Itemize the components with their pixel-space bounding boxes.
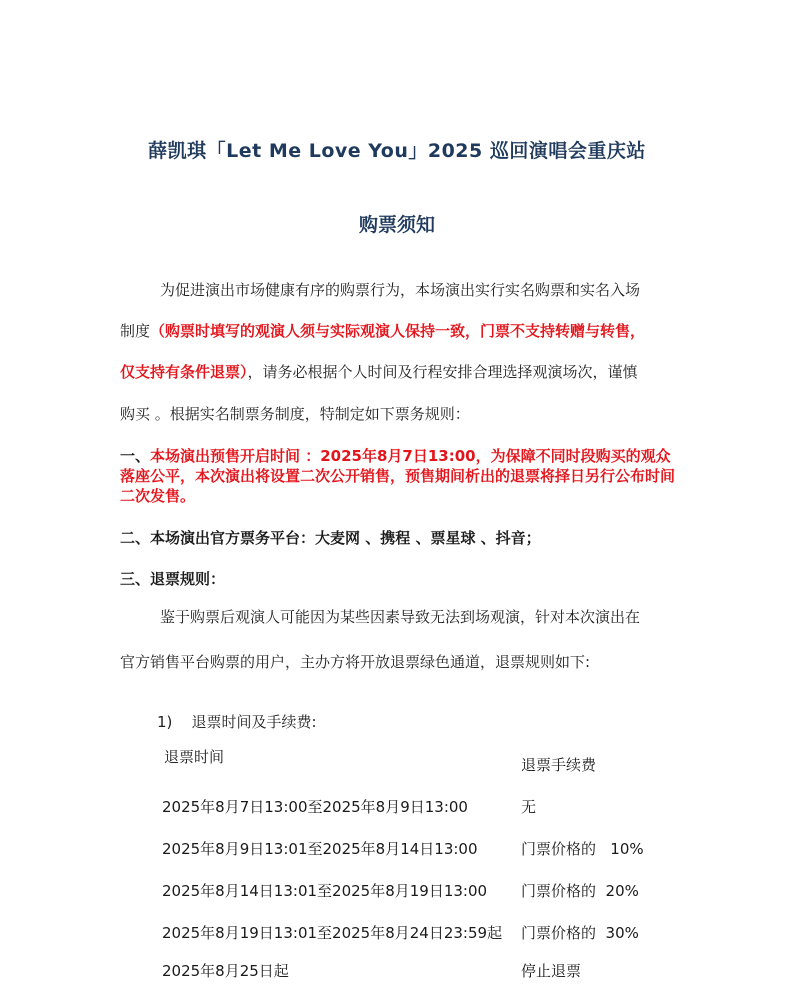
refund-row-2-fee: 门票价格的 10% bbox=[521, 840, 644, 858]
refund-row-4-time: 2025年8月19日13:01至2025年8月24日23:59起 bbox=[162, 924, 503, 942]
section-3-heading: 三、退票规则： bbox=[120, 570, 226, 588]
refund-row-3-fee: 门票价格的 20% bbox=[521, 882, 639, 900]
intro-line-3-red: 仅支持有条件退票） bbox=[120, 363, 248, 381]
intro-line-1: 为促进演出市场健康有序的购票行为，本场演出实行实名购票和实名入场 bbox=[160, 281, 641, 299]
intro-line-4: 购买 。根据实名制票务制度，特制定如下票务规则： bbox=[120, 405, 470, 423]
refund-row-5-time: 2025年8月25日起 bbox=[162, 962, 289, 980]
refund-sub-item: 1) 退票时间及手续费: bbox=[157, 713, 317, 731]
intro-line-3-rest: ，请务必根据个人时间及行程安排合理选择观演场次，谨慎 bbox=[247, 363, 638, 381]
refund-row-3-time: 2025年8月14日13:01至2025年8月19日13:00 bbox=[162, 882, 488, 900]
section-1 bbox=[120, 446, 685, 506]
section-1-text: 本场演出预售开启时间 ：2025年8月7日13:00，为保障不同时段购买的观众落座公平，本次演出将设置二次公开销售，预售期间析出的退票将择日另行公布时间二次发售。 bbox=[120, 447, 676, 505]
intro-line-3 bbox=[120, 362, 638, 382]
refund-row-1-time: 2025年8月7日13:00至2025年8月9日13:00 bbox=[162, 798, 468, 816]
refund-row-4-fee: 门票价格的 30% bbox=[521, 924, 639, 942]
intro-line-2-prefix: 制度 bbox=[120, 322, 151, 340]
page-subtitle: 购票须知 bbox=[358, 214, 435, 236]
refund-row-1-fee: 无 bbox=[521, 798, 537, 816]
section-3-para-line-1: 鉴于购票后观演人可能因为某些因素导致无法到场观演，针对本次演出在 bbox=[160, 608, 641, 626]
section-2: 二、本场演出官方票务平台：大麦网 、携程 、票星球 、抖音； bbox=[120, 529, 541, 547]
intro-line-2 bbox=[120, 321, 645, 341]
page-title: 薛凯琪「Let Me Love You」2025 巡回演唱会重庆站 bbox=[148, 140, 646, 162]
refund-table-header-fee: 退票手续费 bbox=[521, 756, 597, 774]
refund-row-2-time: 2025年8月9日13:01至2025年8月14日13:00 bbox=[162, 840, 478, 858]
section-3-para-line-2: 官方销售平台购票的用户，主办方将开放退票绿色通道，退票规则如下: bbox=[120, 653, 591, 671]
section-1-prefix: 一、 bbox=[120, 447, 151, 465]
refund-row-5-fee: 停止退票 bbox=[521, 962, 582, 980]
intro-line-2-red: （购票时填写的观演人须与实际观演人保持一致，门票不支持转赠与转售， bbox=[150, 322, 646, 340]
refund-table-header-time: 退票时间 bbox=[164, 748, 225, 766]
